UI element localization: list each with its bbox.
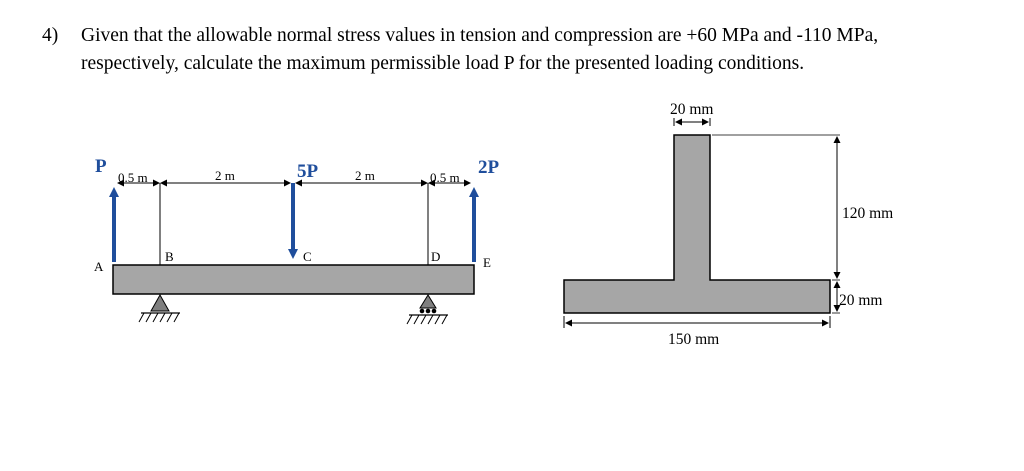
t-section-shape — [564, 135, 830, 313]
span-label-ab: 0.5 m — [118, 170, 148, 185]
pin-support-b — [139, 295, 180, 322]
point-label-b: B — [165, 249, 174, 264]
span-label-bc: 2 m — [215, 168, 235, 183]
dim-web-width — [674, 118, 710, 126]
label-web-width: 20 mm — [670, 101, 714, 118]
problem-text-line-2: respectively, calculate the maximum permissible load P for the presented loading conditions. — [81, 53, 805, 74]
point-label-d: D — [431, 249, 441, 264]
load-label-c: 5P — [297, 161, 319, 182]
label-flange-width: 150 mm — [668, 331, 720, 348]
roller-support-d — [407, 295, 448, 324]
load-label-a: P — [95, 156, 107, 177]
beam — [113, 265, 474, 294]
problem-number: 4) — [42, 25, 59, 46]
point-label-a: A — [94, 259, 104, 274]
span-label-cd: 2 m — [355, 168, 375, 183]
point-label-c: C — [303, 249, 312, 264]
label-flange-thickness: 20 mm — [839, 292, 883, 309]
dim-flange-width — [564, 316, 830, 328]
label-web-height: 120 mm — [842, 205, 894, 222]
problem-text-line-1: Given that the allowable normal stress values in tension and compression are +60 MPa and -110 MPa, — [81, 25, 879, 46]
t-section-diagram — [564, 101, 893, 348]
beam-diagram — [94, 156, 500, 324]
load-label-e: 2P — [478, 157, 500, 178]
point-label-e: E — [483, 255, 491, 270]
span-label-de: 0.5 m — [430, 170, 460, 185]
